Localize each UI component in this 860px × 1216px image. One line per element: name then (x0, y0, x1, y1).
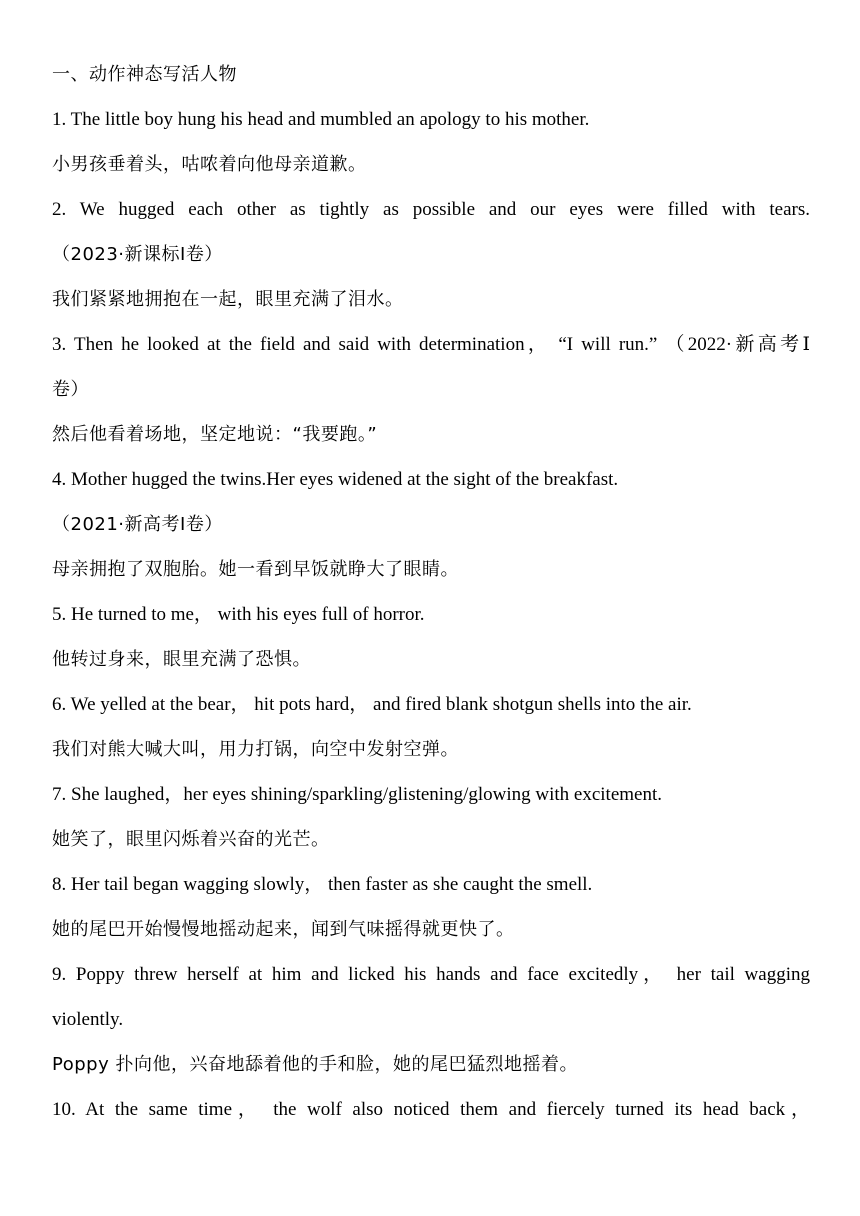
sentence-6-chinese: 我们对熊大喊大叫，用力打锅，向空中发射空弹。 (52, 739, 459, 760)
sentence-9-english-continued: violently. (52, 1009, 124, 1030)
sentence-3-chinese: 然后他看着场地，坚定地说：“我要跑。” (52, 424, 378, 445)
sentence-2-english: 2. We hugged each other as tightly as possible and our eyes were filled with tears. (52, 199, 810, 220)
sentence-7-chinese: 她笑了，眼里闪烁着兴奋的光芒。 (52, 829, 330, 850)
sentence-9-english: 9. Poppy threw herself at him and licked his hands and face excitedly， her tail wagging (52, 964, 810, 985)
sentence-3-source-end: 卷） (52, 379, 89, 400)
sentence-6-english: 6. We yelled at the bear， hit pots hard， and fired blank shotgun shells into the air. (52, 694, 692, 715)
sentence-10-english: 10. At the same time， the wolf also noticed them and fiercely turned its head back， (52, 1099, 810, 1120)
sentence-5-english: 5. He turned to me， with his eyes full of horror. (52, 604, 425, 625)
sentence-9-chinese: Poppy 扑向他，兴奋地舔着他的手和脸，她的尾巴猛烈地摇着。 (52, 1054, 578, 1075)
sentence-1-english: 1. The little boy hung his head and mumbled an apology to his mother. (52, 109, 590, 130)
sentence-3-english: 3. Then he looked at the field and said with determination， “I will run.” （2022·新高考Ⅰ (52, 334, 810, 355)
sentence-4-chinese: 母亲拥抱了双胞胎。她一看到早饭就睁大了眼睛。 (52, 559, 459, 580)
sentence-5-chinese: 他转过身来，眼里充满了恐惧。 (52, 649, 311, 670)
sentence-2-chinese: 我们紧紧地拥抱在一起，眼里充满了泪水。 (52, 289, 404, 310)
sentence-2-source: （2023·新课标Ⅰ卷） (52, 244, 223, 265)
sentence-4-english: 4. Mother hugged the twins.Her eyes widened at the sight of the breakfast. (52, 469, 619, 490)
sentence-1-chinese: 小男孩垂着头，咕哝着向他母亲道歉。 (52, 154, 367, 175)
section-heading: 一、动作神态写活人物 (52, 64, 237, 85)
sentence-8-chinese: 她的尾巴开始慢慢地摇动起来，闻到气味摇得就更快了。 (52, 919, 515, 940)
sentence-7-english: 7. She laughed，her eyes shining/sparkling/glistening/glowing with excitement. (52, 784, 663, 805)
sentence-4-source: （2021·新高考Ⅰ卷） (52, 514, 223, 535)
sentence-8-english: 8. Her tail began wagging slowly， then faster as she caught the smell. (52, 874, 593, 895)
